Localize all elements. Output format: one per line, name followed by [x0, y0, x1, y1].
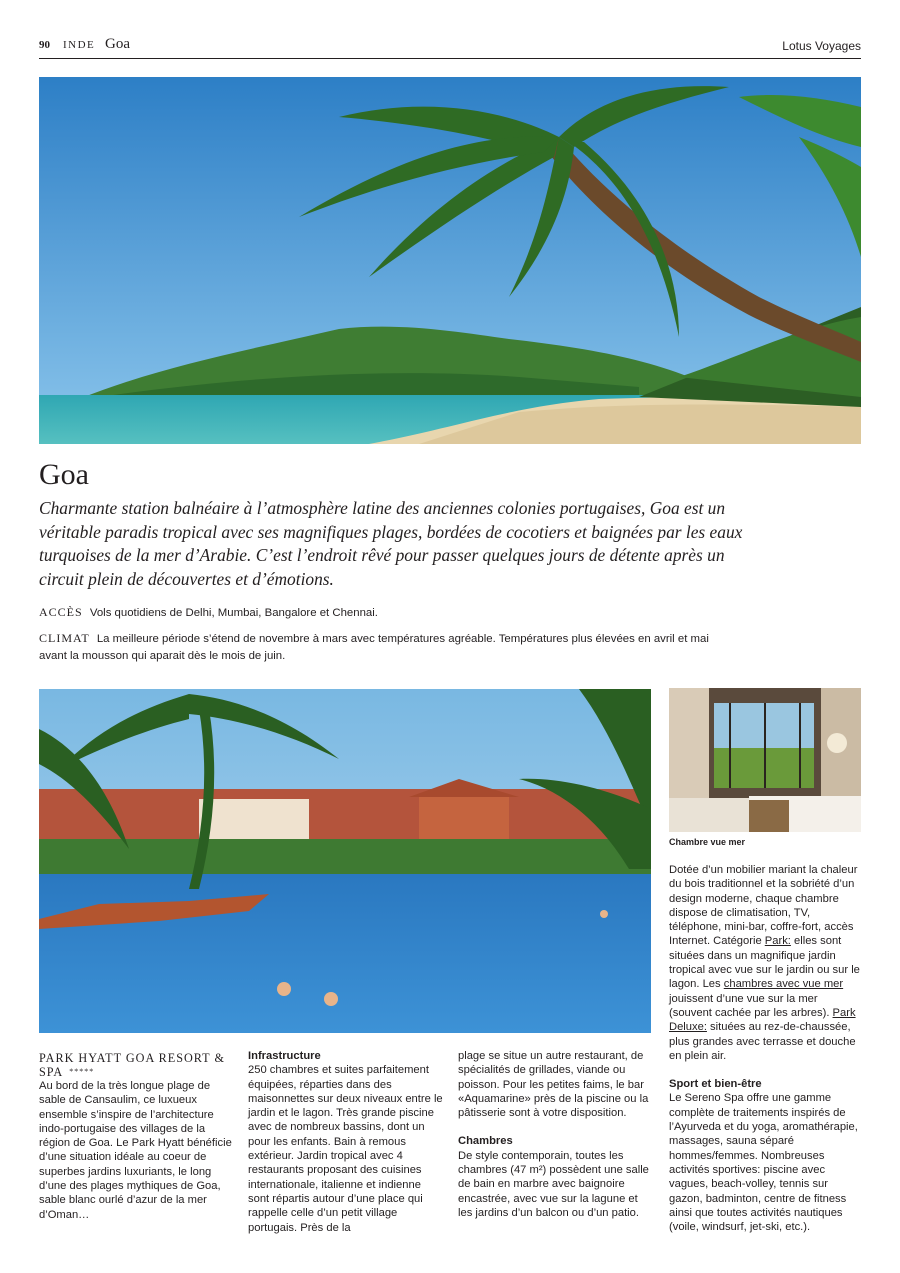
room-photo-icon: [669, 688, 861, 832]
climat-info: [39, 630, 739, 665]
chambres-details-a: Dotée d’un mobilier mariant la chaleur du bois traditionnel et la sobriété d’un design moderne, chaque chambre dispose de climatisation, TV, téléphone, mini-bar, coffre-fort, accès Internet. Catégorie: [669, 864, 858, 948]
room-image: [669, 688, 861, 832]
chambres-text: De style contemporain, toutes les chambres (47 m²) possèdent une salle de bain en marbre avec baignoire encastrée, avec vue sur la lagune et les jardins d’un balcon ou d’un patio.: [458, 1149, 649, 1219]
category-vue-mer-label: chambres avec vue mer: [723, 978, 844, 991]
climat-text: La meilleure période s’étend de novembre à mars avec températures agréable. Températures plus élevées en avril et mai avant la mousson qui aparait dès le mois de juin.: [39, 633, 709, 662]
infrastructure-column: [248, 1049, 444, 1235]
hotel-name: [39, 1051, 234, 1079]
acces-text: Vols quotidiens de Delhi, Mumbai, Bangalore et Chennai.: [89, 607, 378, 619]
sport-heading: Sport et bien-être: [669, 1078, 762, 1091]
hotel-pool-image: [39, 689, 651, 1033]
hotel-name-text: PARK HYATT GOA RESORT & SPA: [39, 1051, 225, 1079]
details-column: [669, 863, 861, 1234]
intro-text: Charmante station balnéaire à l’atmosphère latine des anciennes colonies portugaises, Goa est un véritable paradis tropical avec ses magnifiques plages, bordées de cocotiers et baignées par les eaux turquoises de la mer d’Arabie. C’est l’endroit rêvé pour passer quelques jours de détente après un circuit plein de découvertes et d’émotions.: [39, 498, 743, 589]
pool-photo-icon: [39, 689, 651, 1033]
hero-beach-image: [39, 77, 861, 444]
room-caption: Chambre vue mer: [669, 837, 746, 847]
hotel-column: [39, 1051, 234, 1222]
acces-info: [39, 604, 739, 622]
page-title: Goa: [39, 458, 89, 491]
beach-photo-icon: [39, 77, 861, 444]
region-label: Goa: [105, 36, 130, 52]
hotel-description: Au bord de la très longue plage de sable de Cansaulim, ce luxueux ensemble s’inspire de l’architecture indo-portugaise des villages de la région de Goa. Le Park Hyatt bénéficie d’une situation idéale au coeur de superbes jardins luxuriants, le long d’une des plages mythiques de Goa, sable blanc ourlé d’azur de la mer d’Oman…: [39, 1080, 232, 1221]
chambres-details-d: situées au rez-de-chaussée, plus grandes avec terrasse et douche en plein air.: [669, 1021, 856, 1062]
hotel-stars: *****: [69, 1067, 95, 1076]
infrastructure-continued: plage se situe un autre restaurant, de spécialités de grillades, viande ou poisson. Pour les petites faims, le bar «Aquamarine» près de la piscine ou la pâtisserie sont à votre disposition.: [458, 1050, 649, 1120]
country-label: INDE: [63, 39, 96, 51]
chambres-details: [669, 863, 861, 1063]
chambres-details-c: jouissent d’une vue sur la mer (souvent cachée par les arbres).: [669, 992, 833, 1019]
page-number: 90: [39, 39, 50, 51]
category-park-label: Park:: [764, 935, 791, 948]
category-deluxe-label: Park Deluxe:: [669, 1006, 856, 1034]
brand-label: Lotus Voyages: [782, 39, 861, 53]
infrastructure-heading: Infrastructure: [248, 1050, 321, 1062]
sport-text: Le Sereno Spa offre une gamme complète de traitements inspirés de l’Ayurveda et du yoga, aromathérapie, massages, sauna séparé hommes/femmes. Nombreuses activités sportives: piscine avec vagues, beach-volley, tennis sur gazon, badminton, centre de fitness ainsi que toutes activités nautiques (voile, windsurf, jet-ski, etc.).: [669, 1092, 858, 1234]
acces-label: ACCÈS: [39, 605, 83, 619]
chambres-column: [458, 1049, 654, 1220]
climat-label: CLIMAT: [39, 631, 90, 645]
chambres-details-b: elles sont situées dans un magnifique jardin tropical avec vue sur le jardin ou sur le lagon. Les: [669, 935, 860, 991]
infrastructure-text: 250 chambres et suites parfaitement équipées, réparties dans des maisonnettes sur deux niveaux entre le jardin et le lagon. Très grande piscine avec de nombreux bassins, dont un pour les enfants. Bain à remous extérieur. Jardin tropical avec 4 restaurants proposant des cuisines internationale, italienne et indienne sont répartis autour d’une place qui rappelle celle d’un petit village portugais. Près de la: [248, 1064, 443, 1234]
page-header: [39, 36, 861, 59]
chambres-heading: Chambres: [458, 1135, 513, 1148]
